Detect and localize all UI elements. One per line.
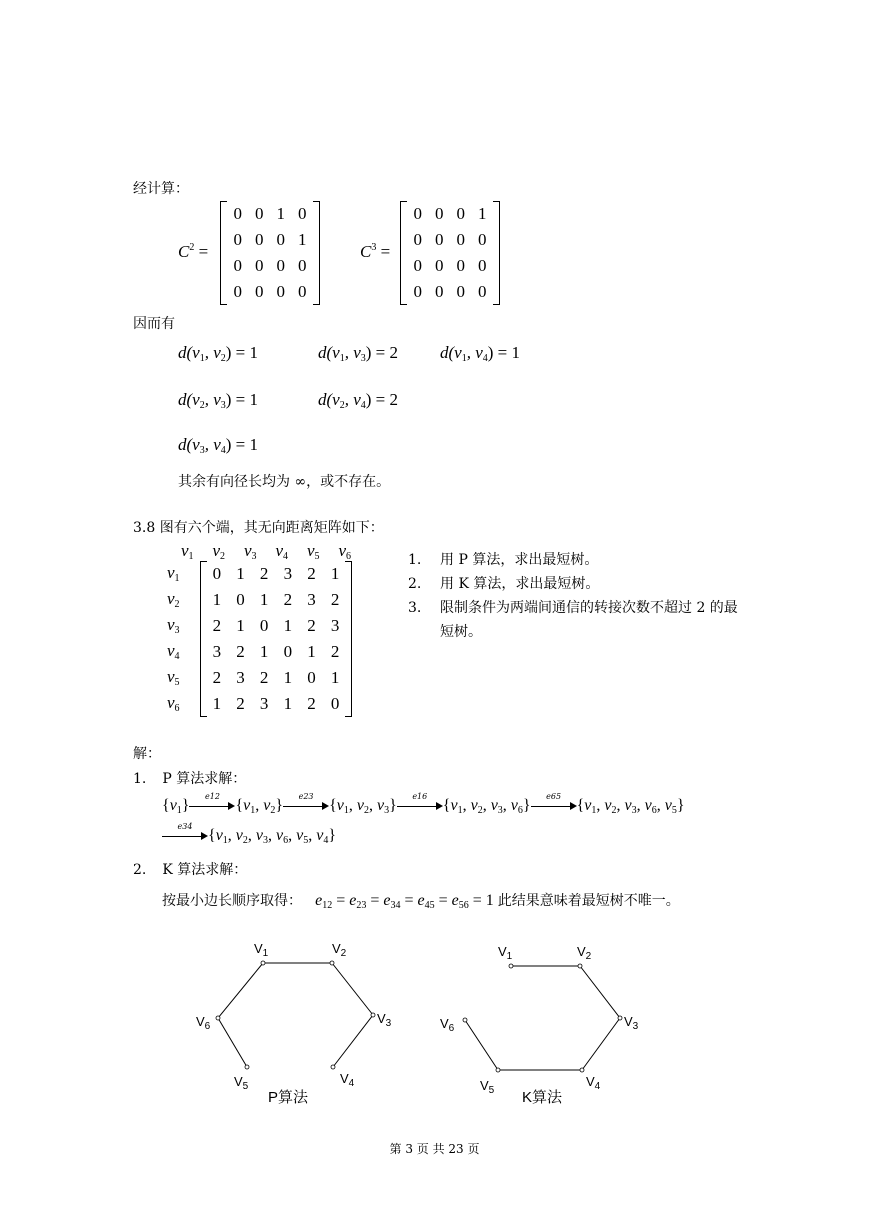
graph-node	[580, 1068, 584, 1072]
p-solve-num: 1.	[133, 771, 147, 787]
vertex-index: 2	[363, 805, 369, 816]
column-header: $v_4$	[275, 541, 289, 562]
c3-cell-0-3: 1	[478, 204, 487, 223]
vertex: v	[243, 797, 251, 814]
node-label: $V_1$	[498, 944, 513, 962]
k-solve-num: 2.	[133, 862, 147, 878]
distance-value: ) = 1	[225, 435, 259, 454]
node-label-index: 5	[242, 1081, 249, 1092]
dist-cell-2-1: 1	[236, 616, 245, 635]
edge-index: 12	[322, 900, 333, 911]
node-label-index: 3	[385, 1018, 392, 1029]
page-footer: 第 3 页 共 23 页	[389, 1142, 480, 1156]
p-solve-heading	[133, 768, 246, 788]
k-result-line	[162, 890, 680, 911]
arrow-line	[283, 806, 323, 807]
task-text: 用 K 算法，求出最短树。	[440, 576, 600, 592]
task-num: 3.	[408, 600, 422, 616]
row-label: $v_4$	[167, 641, 180, 662]
c2-cell-3-3: 0	[298, 282, 307, 301]
graph-node	[371, 1013, 375, 1017]
vertex: v	[664, 797, 672, 814]
node-label-index: 6	[204, 1021, 211, 1032]
edge-label: e34	[177, 821, 193, 831]
edge-arrow	[283, 791, 329, 813]
distance-matrix	[200, 561, 352, 717]
dist-cell-3-0: 3	[212, 642, 222, 661]
c2-cell-2-0: 0	[233, 256, 242, 275]
c2-cell-2-2: 0	[276, 256, 285, 275]
p-chain-line-1	[162, 791, 685, 816]
c2-cell-2-1: 0	[255, 256, 264, 275]
c2-symbol: C	[178, 242, 190, 261]
c2-matrix-grid	[221, 201, 319, 305]
distance-item: $d(v_3$, $v_4) = 1$	[178, 435, 259, 456]
distance-to: 3	[360, 353, 366, 364]
dist-cell-3-2: 1	[259, 642, 269, 661]
c3-symbol: C	[360, 242, 372, 261]
vertex: v	[276, 827, 284, 844]
edge-symbol: e	[451, 892, 459, 909]
c3-cell-2-3: 0	[478, 256, 487, 275]
edge-symbol: e	[417, 892, 425, 909]
c3-exponent: 3	[371, 242, 377, 253]
dist-cell-2-3: 1	[283, 616, 293, 635]
vertex-index: 1	[343, 805, 349, 816]
computed-label: 经计算：	[133, 181, 189, 197]
task-text: 用 P 算法，求出最短树。	[440, 552, 599, 568]
graph-edge	[333, 1015, 373, 1067]
graph-node	[331, 1065, 335, 1069]
dist-cell-3-1: 2	[236, 642, 245, 661]
row-label: $v_5$	[167, 667, 180, 688]
vertex-index: 2	[611, 805, 617, 816]
c3-cell-3-2: 0	[456, 282, 465, 301]
column-header-index: 4	[283, 551, 289, 562]
node-label: $V_1$	[254, 941, 269, 959]
dist-cell-3-4: 1	[307, 642, 316, 661]
dist-cell-0-2: 2	[259, 564, 269, 583]
c2-cell-1-3: 1	[298, 230, 307, 249]
arrow-head	[322, 802, 329, 810]
dist-cell-2-5: 3	[330, 616, 340, 635]
dist-cell-3-3: 0	[283, 642, 293, 661]
vertex-index: 2	[270, 805, 276, 816]
vertex-index: 1	[591, 805, 597, 816]
column-header-index: 5	[314, 551, 320, 562]
dist-cell-4-5: 1	[330, 668, 340, 687]
k-algorithm-graph	[430, 930, 670, 1115]
row-label: $v_1$	[167, 563, 180, 584]
column-header-index: 1	[188, 551, 194, 562]
arrow-head	[228, 802, 235, 810]
vertex: v	[490, 797, 498, 814]
k-solve-heading	[133, 859, 247, 879]
vertex-set: {$v_1$, $v_2$, $v_3$, $v_6$}	[442, 797, 531, 816]
c3-cell-2-1: 0	[435, 256, 444, 275]
column-header: $v_3$	[244, 541, 257, 562]
dist-cell-5-4: 2	[307, 694, 316, 713]
vertex-index: 1	[250, 805, 256, 816]
vertex: v	[215, 827, 223, 844]
node-label: $V_3$	[624, 1014, 639, 1032]
distance-value: ) = 1	[225, 390, 259, 409]
row-label: $v_2$	[167, 589, 180, 610]
task-item	[408, 621, 482, 641]
row-label-index: 1	[174, 573, 180, 584]
edge-index: 56	[458, 900, 469, 911]
edge-arrow	[162, 821, 208, 843]
vertex-index: 1	[457, 805, 463, 816]
c3-cell-0-2: 0	[456, 204, 465, 223]
distance-from: 3	[199, 445, 205, 456]
graph-node	[509, 964, 513, 968]
node-label-index: 3	[632, 1021, 639, 1032]
k-prefix: 按最小边长顺序取得：	[162, 893, 302, 909]
c3-cell-0-1: 0	[435, 204, 444, 223]
c2-exponent: 2	[189, 242, 195, 253]
dist-cell-5-5: 0	[330, 694, 340, 713]
vertex-set: {$v_1$, $v_2$, $v_3$, $v_6$, $v_5$}	[576, 797, 685, 816]
distance-item: $d(v_1$, $v_2) = 1$	[178, 343, 259, 364]
distance-from: 1	[199, 353, 205, 364]
c3-cell-1-2: 0	[456, 230, 465, 249]
distance-value: ) = 1	[487, 343, 521, 362]
graph-caption: P算法	[268, 1089, 309, 1106]
dist-cell-5-3: 1	[283, 694, 293, 713]
vertex: v	[510, 797, 518, 814]
distance-from: 1	[339, 353, 345, 364]
column-header-index: 3	[251, 551, 257, 562]
node-label-index: 6	[448, 1023, 455, 1034]
graph-node	[578, 964, 582, 968]
c2-cell-1-0: 0	[233, 230, 242, 249]
c2-cell-2-3: 0	[298, 256, 307, 275]
c3-cell-3-1: 0	[435, 282, 444, 301]
arrow-line	[162, 836, 202, 837]
graph-node	[261, 961, 265, 965]
dist-cell-2-4: 2	[307, 616, 316, 635]
row-label-index: 5	[174, 677, 180, 688]
distance-to: 4	[482, 353, 488, 364]
edge-label: e16	[412, 791, 428, 801]
dist-cell-1-3: 2	[283, 590, 293, 609]
vertex: v	[644, 797, 652, 814]
distance-value: ) = 2	[365, 390, 399, 409]
row-label-index: 3	[174, 625, 180, 636]
vertex-set: {$v_1$, $v_2$, $v_3$}	[329, 797, 397, 816]
dist-cell-0-1: 1	[236, 564, 245, 583]
distance-value: ) = 1	[225, 343, 259, 362]
dist-cell-4-1: 3	[236, 668, 245, 687]
column-header-index: 2	[220, 551, 226, 562]
vertex-index: 6	[651, 805, 657, 816]
p-algorithm-graph	[180, 930, 420, 1115]
distance-item: $d(v_2$, $v_4) = 2$	[318, 390, 399, 411]
distance-from: 2	[339, 400, 345, 411]
node-label-index: 1	[262, 948, 269, 959]
vertex-index: 3	[263, 835, 269, 846]
graph-caption: K算法	[522, 1089, 563, 1106]
dist-cell-5-2: 3	[259, 694, 269, 713]
vertex-index: 1	[176, 805, 182, 816]
distance-to: 2	[220, 353, 226, 364]
c3-cell-3-0: 0	[413, 282, 422, 301]
graph-node	[216, 1016, 220, 1020]
graph-edge	[218, 1018, 247, 1067]
task-item	[408, 597, 738, 617]
node-label-index: 2	[585, 951, 592, 962]
node-label-index: 2	[340, 948, 347, 959]
arrow-line	[397, 806, 437, 807]
graph-node	[496, 1068, 500, 1072]
node-label: $V_6$	[196, 1014, 211, 1032]
c2-label: $C^2$ =	[178, 242, 209, 261]
vertex: v	[336, 797, 344, 814]
vertex: v	[376, 797, 385, 814]
column-header: $v_1$	[181, 541, 194, 562]
edge-symbol: e	[315, 892, 323, 909]
row-label-index: 6	[174, 703, 180, 714]
graph-node	[330, 961, 334, 965]
edge-symbol: e	[349, 892, 357, 909]
c3-cell-0-0: 0	[413, 204, 422, 223]
graph-edge	[218, 963, 263, 1018]
vertex: v	[255, 827, 264, 844]
arrow-head	[436, 802, 443, 810]
dist-cell-4-2: 2	[259, 668, 269, 687]
node-label: $V_6$	[440, 1016, 455, 1034]
c3-cell-1-3: 0	[478, 230, 487, 249]
dist-cell-1-2: 1	[259, 590, 269, 609]
arrow-line	[531, 806, 571, 807]
edge-index: 45	[424, 900, 435, 911]
task-item	[408, 549, 598, 569]
edge-label: e23	[298, 791, 314, 801]
task-item	[408, 573, 599, 593]
vertex-index: 4	[323, 835, 329, 846]
dist-cell-1-1: 0	[236, 590, 245, 609]
vertex-index: 5	[671, 805, 677, 816]
p-solve-text: P 算法求解：	[162, 771, 247, 787]
c2-cell-1-1: 0	[255, 230, 264, 249]
dist-cell-4-3: 1	[283, 668, 293, 687]
graph-edge	[465, 1020, 498, 1070]
vertex-index: 2	[242, 835, 248, 846]
node-label-index: 4	[348, 1078, 355, 1089]
c3-cell-1-0: 0	[413, 230, 422, 249]
c2-cell-3-1: 0	[255, 282, 264, 301]
distance-item: $d(v_1$, $v_3) = 2$	[318, 343, 399, 364]
dist-cell-4-0: 2	[212, 668, 222, 687]
c3-cell-1-1: 0	[435, 230, 444, 249]
vertex: v	[169, 797, 177, 814]
distance-from: 1	[461, 353, 467, 364]
vertex-index: 3	[631, 805, 637, 816]
distance-item: $d(v_2$, $v_3) = 1$	[178, 390, 259, 411]
edge-arrow	[189, 791, 235, 813]
row-label: $v_3$	[167, 615, 180, 636]
dist-cell-1-5: 2	[330, 590, 340, 609]
node-label-index: 5	[488, 1085, 495, 1096]
node-label: $V_5$	[234, 1074, 249, 1092]
p-chain-line-2	[162, 821, 337, 846]
dist-cell-0-0: 0	[212, 564, 222, 583]
column-header: $v_5$	[307, 541, 320, 562]
dist-cell-2-0: 2	[212, 616, 222, 635]
vertex: v	[624, 797, 632, 814]
distance-matrix-grid	[201, 561, 351, 717]
c2-cell-0-0: 0	[233, 204, 242, 223]
k-solve-text: K 算法求解：	[162, 862, 248, 878]
k-value: = 1	[468, 892, 498, 909]
problem-title: 3.8 图有六个端，其无向距离矩阵如下：	[133, 520, 384, 536]
k-suffix: 此结果意味着最短树不唯一。	[497, 893, 680, 909]
edge-label: e65	[546, 791, 562, 801]
c3-cell-3-3: 0	[478, 282, 487, 301]
dist-cell-3-5: 2	[330, 642, 340, 661]
vertex-index: 3	[497, 805, 503, 816]
arrow-head	[201, 832, 208, 840]
c3-label: $C^3$ =	[360, 242, 391, 261]
edge-arrow	[531, 791, 577, 813]
dist-cell-0-5: 1	[330, 564, 340, 583]
dist-cell-0-3: 3	[283, 564, 293, 583]
distance-to: 4	[220, 445, 226, 456]
vertex-index: 6	[517, 805, 523, 816]
edge-index: 23	[356, 900, 367, 911]
node-label-index: 1	[506, 951, 513, 962]
c2-cell-3-2: 0	[276, 282, 285, 301]
vertex: v	[316, 827, 324, 844]
vertex: v	[604, 797, 612, 814]
row-label-index: 2	[174, 599, 180, 610]
c2-cell-1-2: 0	[276, 230, 285, 249]
edge-label: e12	[205, 791, 220, 801]
column-header: $v_2$	[212, 541, 226, 562]
node-label: $V_2$	[577, 944, 592, 962]
node-label: $V_4$	[340, 1071, 355, 1089]
arrow-head	[570, 802, 577, 810]
dist-cell-4-4: 0	[307, 668, 316, 687]
vertex: v	[235, 827, 243, 844]
c3-matrix-grid	[401, 201, 499, 305]
dist-cell-1-0: 1	[212, 590, 222, 609]
edge-arrow	[397, 791, 443, 813]
graph-node	[463, 1018, 467, 1022]
node-label: $V_3$	[377, 1011, 392, 1029]
c3-cell-2-2: 0	[456, 256, 465, 275]
dist-cell-2-2: 0	[259, 616, 269, 635]
graph-edge	[580, 966, 620, 1018]
c2-matrix	[220, 201, 320, 305]
node-label: $V_5$	[480, 1078, 495, 1096]
vertex-set: {$v_1$, $v_2$, $v_3$, $v_6$, $v_5$, $v_4$}	[208, 827, 337, 846]
distance-item: $d(v_1$, $v_4) = 1$	[440, 343, 521, 364]
dist-cell-1-4: 3	[307, 590, 316, 609]
graph-node	[618, 1016, 622, 1020]
graph-node	[245, 1065, 249, 1069]
node-label: $V_2$	[332, 941, 347, 959]
graph-edge	[582, 1018, 620, 1070]
others-text: 其余有向径长均为 ∞，或不存在。	[178, 474, 391, 490]
dist-cell-5-0: 1	[212, 694, 222, 713]
vertex-index: 5	[303, 835, 309, 846]
column-header-index: 6	[346, 551, 352, 562]
c3-cell-2-0: 0	[413, 256, 422, 275]
therefore-label: 因而有	[133, 316, 175, 332]
vertex: v	[296, 827, 304, 844]
vertex-set: {$v_1$, $v_2$}	[235, 797, 284, 816]
edge-symbol: e	[383, 892, 391, 909]
distance-to: 3	[220, 400, 226, 411]
vertex-index: 6	[283, 835, 289, 846]
distance-to: 4	[360, 400, 366, 411]
k-edges-equation: $e_{12} = e_{23} = e_{34} = e_{45} = e_{56} = 1$	[315, 892, 498, 911]
column-header: $v_6$	[338, 541, 352, 562]
graph-edge	[332, 963, 373, 1015]
vertex-index: 1	[222, 835, 228, 846]
distance-value: ) = 2	[365, 343, 399, 362]
vertex-index: 2	[477, 805, 483, 816]
vertex: v	[356, 797, 364, 814]
vertex: v	[470, 797, 478, 814]
row-label: $v_6$	[167, 693, 180, 714]
c3-matrix	[400, 201, 500, 305]
c2-cell-3-0: 0	[233, 282, 242, 301]
dist-cell-0-4: 2	[307, 564, 316, 583]
arrow-line	[189, 806, 229, 807]
task-num: 1.	[408, 552, 422, 568]
vertex-set: $\{v_1\}$	[162, 797, 190, 816]
c2-cell-0-1: 0	[255, 204, 264, 223]
vertex: v	[584, 797, 592, 814]
task-num: 2.	[408, 576, 422, 592]
task-text: 短树。	[440, 624, 482, 640]
node-label-index: 4	[594, 1081, 601, 1092]
distance-from: 2	[199, 400, 205, 411]
c2-cell-0-2: 1	[276, 204, 285, 223]
dist-cell-5-1: 2	[236, 694, 245, 713]
solution-label: 解：	[133, 746, 161, 762]
task-text: 限制条件为两端间通信的转接次数不超过 2 的最	[440, 600, 738, 616]
vertex: v	[450, 797, 458, 814]
edge-index: 34	[390, 900, 401, 911]
vertex-index: 3	[384, 805, 390, 816]
c2-cell-0-3: 0	[298, 204, 307, 223]
row-label-index: 4	[174, 651, 180, 662]
node-label: $V_4$	[586, 1074, 601, 1092]
vertex: v	[263, 797, 271, 814]
